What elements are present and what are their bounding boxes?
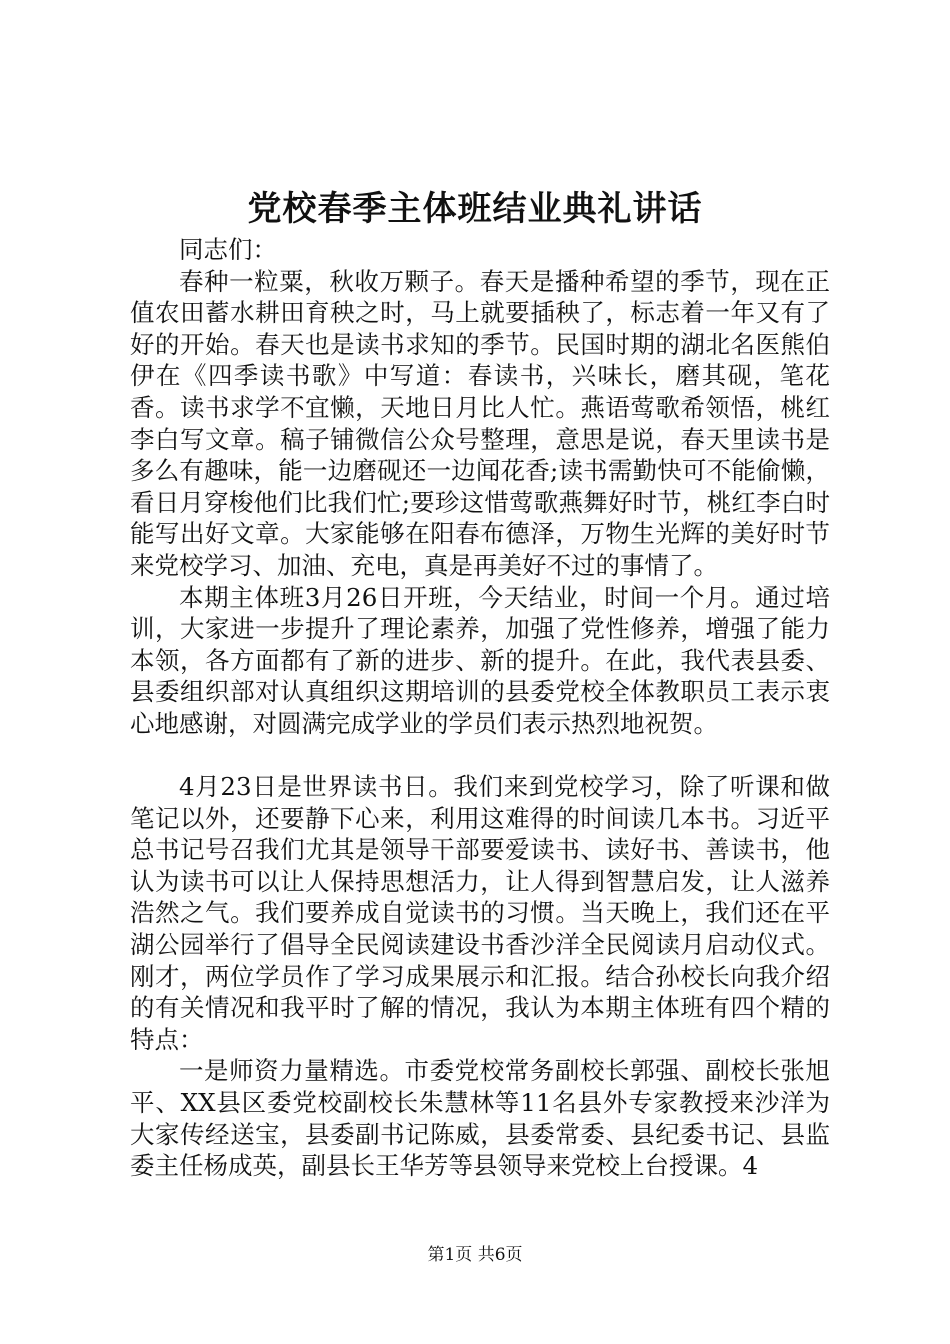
body-paragraph: 春种一粒粟，秋收万颗子。春天是播种希望的季节，现在正值农田蓄水耕田育秧之时，马上就要插秧了，标志着一年又有了好的开始。春天也是读书求知的季节。民国时期的湖北名医熊伯伊在《四季读书歌》中写道：春读书，兴味长，磨其砚，笔花香。读书求学不宜懒，天地日月比人忙。燕语莺歌希领悟，桃红李白写文章。稿子铺微信公众号整理，意思是说，春天里读书是多么有趣味，能一边磨砚还一边闻花香;读书需勤快可不能偷懒，看日月穿梭他们比我们忙;要珍这惜莺歌燕舞好时节，桃红李白时能写出好文章。大家能够在阳春布德泽，万物生光辉的美好时节来党校学习、加油、充电，真是再美好不过的事情了。 xyxy=(130,266,830,580)
document-title: 党校春季主体班结业典礼讲话 xyxy=(247,189,703,229)
page-number-label: 第1页 共6页 xyxy=(427,1245,523,1265)
body-paragraph: 一是师资力量精选。市委党校常务副校长郭强、副校长张旭平、XX县区委党校副校长朱慧林等11名县外专家教授来沙洋为大家传经送宝，县委副书记陈威，县委常委、县纪委书记、县监委主任杨成英，副县长王华芳等县领导来党校上台授课。4 xyxy=(130,1056,830,1181)
body-paragraph: 4月23日是世界读书日。我们来到党校学习，除了听课和做笔记以外，还要静下心来，利用这难得的时间读几本书。习近平总书记号召我们尤其是领导干部要爱读书、读好书、善读书，他认为读书可以让人保持思想活力，让人得到智慧启发，让人滋养浩然之气。我们要养成自觉读书的习惯。当天晚上，我们还在平湖公园举行了倡导全民阅读建设书香沙洋全民阅读月启动仪式。刚才，两位学员作了学习成果展示和汇报。结合孙校长向我介绍的有关情况和我平时了解的情况，我认为本期主体班有四个精的特点： xyxy=(130,772,830,1054)
salutation-paragraph: 同志们： xyxy=(179,235,277,264)
document-body xyxy=(130,234,830,1182)
page-footer xyxy=(0,1243,950,1267)
body-paragraph: 本期主体班3月26日开班，今天结业，时间一个月。通过培训，大家进一步提升了理论素养，加强了党性修养，增强了能力本领，各方面都有了新的进步、新的提升。在此，我代表县委、县委组织部对认真组织这期培训的县委党校全体教职员工表示衷心地感谢，对圆满完成学业的学员们表示热烈地祝贺。 xyxy=(130,582,830,738)
